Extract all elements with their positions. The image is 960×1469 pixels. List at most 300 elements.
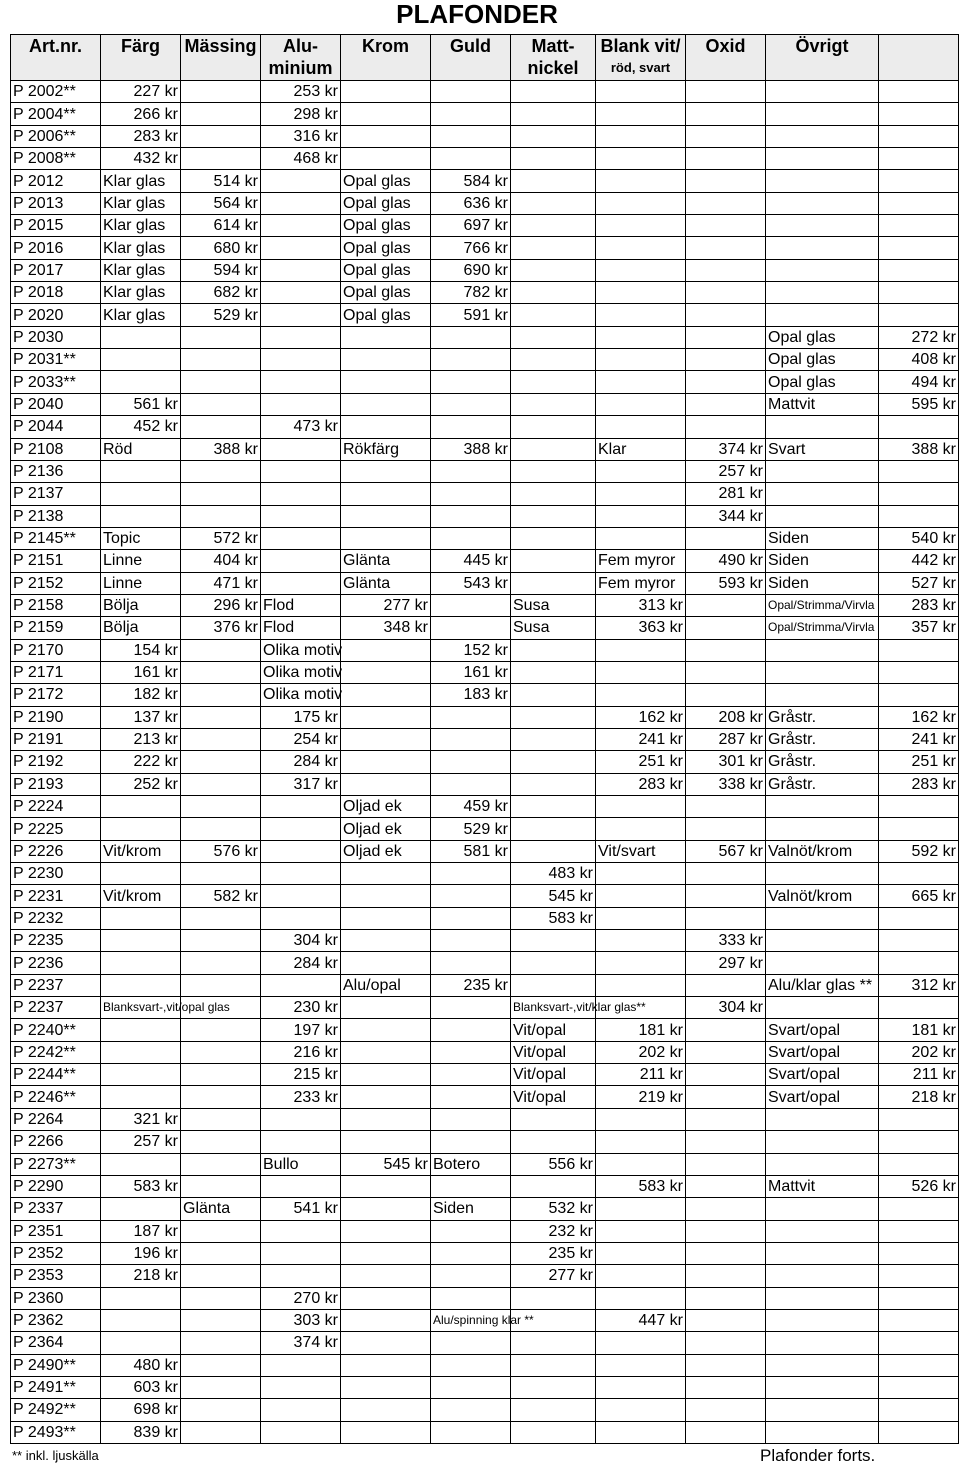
table-row [11, 684, 959, 706]
table-cell: 298 kr [261, 103, 341, 125]
article-number-cell: P 2242** [11, 1041, 101, 1063]
table-cell: Vit/opal [511, 1086, 596, 1108]
table-cell [341, 773, 431, 795]
table-cell [686, 1399, 766, 1421]
table-cell [686, 1108, 766, 1130]
article-number-cell: P 2002** [11, 81, 101, 103]
table-cell [431, 1242, 511, 1264]
table-cell [511, 81, 596, 103]
table-cell: 584 kr [431, 170, 511, 192]
table-cell: 182 kr [101, 684, 181, 706]
article-number-cell: P 2015 [11, 215, 101, 237]
table-cell: Opal glas [341, 170, 431, 192]
table-cell: 408 kr [879, 349, 959, 371]
article-number-cell: P 2151 [11, 550, 101, 572]
table-row [11, 1220, 959, 1242]
table-cell: 494 kr [879, 371, 959, 393]
table-cell [879, 1421, 959, 1443]
table-cell [686, 393, 766, 415]
table-cell: Fem myror [596, 550, 686, 572]
table-cell [766, 1131, 879, 1153]
table-cell [511, 751, 596, 773]
table-cell [596, 483, 686, 505]
table-cell: 161 kr [431, 661, 511, 683]
table-row [11, 1108, 959, 1130]
article-number-cell: P 2192 [11, 751, 101, 773]
table-cell [686, 304, 766, 326]
table-cell [261, 1242, 341, 1264]
table-cell [686, 594, 766, 616]
article-number-cell: P 2360 [11, 1287, 101, 1309]
table-row [11, 505, 959, 527]
table-cell [596, 393, 686, 415]
table-row [11, 237, 959, 259]
table-cell [879, 661, 959, 683]
table-cell [431, 863, 511, 885]
article-number-cell: P 2236 [11, 952, 101, 974]
table-row [11, 1399, 959, 1421]
table-cell [341, 952, 431, 974]
table-cell: 283 kr [879, 594, 959, 616]
table-cell [766, 1332, 879, 1354]
table-cell: 235 kr [431, 974, 511, 996]
table-cell [101, 818, 181, 840]
table-cell [879, 1354, 959, 1376]
column-header [341, 35, 431, 81]
table-cell [879, 997, 959, 1019]
table-cell [879, 1131, 959, 1153]
table-cell [596, 907, 686, 929]
table-cell: 215 kr [261, 1064, 341, 1086]
table-cell: Vit/krom [101, 840, 181, 862]
table-cell [596, 460, 686, 482]
article-number-cell: P 2138 [11, 505, 101, 527]
table-cell [511, 796, 596, 818]
table-cell [181, 1108, 261, 1130]
table-cell [511, 460, 596, 482]
table-cell [341, 1376, 431, 1398]
table-cell: Susa [511, 594, 596, 616]
price-table [10, 34, 959, 1444]
table-cell: 348 kr [341, 617, 431, 639]
table-cell [596, 639, 686, 661]
article-number-cell: P 2020 [11, 304, 101, 326]
column-header [261, 35, 341, 81]
table-row [11, 840, 959, 862]
table-cell [431, 148, 511, 170]
article-number-cell: P 2290 [11, 1175, 101, 1197]
table-row [11, 706, 959, 728]
table-cell: 572 kr [181, 527, 261, 549]
article-number-cell: P 2004** [11, 103, 101, 125]
table-cell [511, 773, 596, 795]
table-cell: 529 kr [431, 818, 511, 840]
table-cell [431, 1265, 511, 1287]
article-number-cell: P 2136 [11, 460, 101, 482]
table-cell [686, 103, 766, 125]
table-cell [431, 416, 511, 438]
table-cell [261, 237, 341, 259]
table-cell [511, 170, 596, 192]
table-cell [766, 237, 879, 259]
table-cell: 595 kr [879, 393, 959, 415]
table-cell [596, 148, 686, 170]
table-cell [181, 103, 261, 125]
table-cell [879, 1332, 959, 1354]
table-cell [431, 885, 511, 907]
table-cell: 363 kr [596, 617, 686, 639]
table-cell [431, 527, 511, 549]
table-cell: Vit/opal [511, 1019, 596, 1041]
table-cell [766, 1376, 879, 1398]
table-cell [431, 125, 511, 147]
table-cell [511, 1376, 596, 1398]
article-number-cell: P 2353 [11, 1265, 101, 1287]
table-cell [261, 371, 341, 393]
table-cell [766, 304, 879, 326]
column-header [511, 35, 596, 81]
table-cell [511, 438, 596, 460]
table-cell [511, 930, 596, 952]
table-cell: 235 kr [511, 1242, 596, 1264]
table-cell: 277 kr [511, 1265, 596, 1287]
table-cell [686, 863, 766, 885]
table-cell [341, 1354, 431, 1376]
table-cell: 283 kr [101, 125, 181, 147]
table-cell: Gråstr. [766, 706, 879, 728]
table-cell [341, 1064, 431, 1086]
table-cell [181, 371, 261, 393]
table-cell [766, 997, 879, 1019]
table-cell: 690 kr [431, 259, 511, 281]
table-cell [766, 1220, 879, 1242]
table-cell [596, 170, 686, 192]
table-cell: Opal glas [341, 192, 431, 214]
table-cell [766, 1309, 879, 1331]
table-cell: Topic [101, 527, 181, 549]
table-cell [511, 125, 596, 147]
table-row [11, 1019, 959, 1041]
table-cell [261, 1175, 341, 1197]
table-row [11, 170, 959, 192]
table-cell [879, 259, 959, 281]
article-number-cell: P 2016 [11, 237, 101, 259]
table-cell [596, 505, 686, 527]
table-cell [431, 1086, 511, 1108]
table-row [11, 371, 959, 393]
table-cell: Klar glas [101, 170, 181, 192]
table-cell [261, 1265, 341, 1287]
table-cell [511, 416, 596, 438]
table-cell: 532 kr [511, 1198, 596, 1220]
table-cell [341, 416, 431, 438]
table-cell [101, 907, 181, 929]
table-cell: 321 kr [101, 1108, 181, 1130]
table-cell [596, 974, 686, 996]
table-cell [686, 907, 766, 929]
table-cell: Rökfärg [341, 438, 431, 460]
table-cell [431, 1220, 511, 1242]
table-cell [766, 1153, 879, 1175]
column-header-label: Oxid [705, 36, 746, 56]
table-cell [766, 639, 879, 661]
table-cell: 197 kr [261, 1019, 341, 1041]
table-cell [101, 1198, 181, 1220]
table-cell [596, 1108, 686, 1130]
table-cell [879, 170, 959, 192]
table-cell: 218 kr [101, 1265, 181, 1287]
table-row [11, 81, 959, 103]
table-cell [261, 840, 341, 862]
table-cell [511, 1131, 596, 1153]
table-row [11, 818, 959, 840]
table-cell [686, 617, 766, 639]
table-cell [686, 237, 766, 259]
table-cell: 251 kr [596, 751, 686, 773]
table-cell: Oljad ek [341, 818, 431, 840]
table-cell [101, 349, 181, 371]
table-row [11, 1309, 959, 1331]
table-cell [766, 103, 879, 125]
column-header [11, 35, 101, 81]
table-cell [686, 796, 766, 818]
table-cell: 317 kr [261, 773, 341, 795]
table-cell [686, 192, 766, 214]
table-cell: Opal/Strimma/Virvla [766, 617, 879, 639]
article-number-cell: P 2030 [11, 326, 101, 348]
table-cell [596, 371, 686, 393]
table-cell [511, 639, 596, 661]
table-cell [596, 1242, 686, 1264]
table-cell [766, 952, 879, 974]
table-row [11, 460, 959, 482]
table-row [11, 796, 959, 818]
table-cell: 257 kr [101, 1131, 181, 1153]
table-cell [341, 728, 431, 750]
table-cell: 582 kr [181, 885, 261, 907]
table-cell [431, 706, 511, 728]
table-row [11, 1153, 959, 1175]
table-cell [596, 192, 686, 214]
table-cell: 232 kr [511, 1220, 596, 1242]
table-cell: 636 kr [431, 192, 511, 214]
table-cell [341, 706, 431, 728]
header-row [11, 35, 959, 81]
table-cell [101, 483, 181, 505]
table-cell [341, 1041, 431, 1063]
article-number-cell: P 2224 [11, 796, 101, 818]
table-cell: 266 kr [101, 103, 181, 125]
table-cell: 374 kr [261, 1332, 341, 1354]
table-cell [596, 885, 686, 907]
table-cell [511, 483, 596, 505]
table-cell: Olika motiv [261, 661, 341, 683]
table-cell [766, 1108, 879, 1130]
table-cell: 162 kr [596, 706, 686, 728]
table-cell [879, 505, 959, 527]
column-header [686, 35, 766, 81]
table-row [11, 416, 959, 438]
column-header-label: Guld [450, 36, 491, 56]
table-cell [766, 192, 879, 214]
table-cell [879, 192, 959, 214]
table-cell [101, 1287, 181, 1309]
table-cell [181, 483, 261, 505]
table-cell: 313 kr [596, 594, 686, 616]
table-cell [596, 863, 686, 885]
table-cell: 388 kr [431, 438, 511, 460]
table-cell [879, 907, 959, 929]
table-cell [181, 1019, 261, 1041]
table-cell [341, 483, 431, 505]
table-cell: Olika motiv [261, 639, 341, 661]
article-number-cell: P 2012 [11, 170, 101, 192]
table-cell: Opal/Strimma/Virvla [766, 594, 879, 616]
table-cell [596, 304, 686, 326]
table-cell [181, 81, 261, 103]
table-cell [686, 974, 766, 996]
table-cell [879, 796, 959, 818]
table-cell [596, 237, 686, 259]
table-cell: 303 kr [261, 1309, 341, 1331]
table-cell [341, 1108, 431, 1130]
table-cell [879, 282, 959, 304]
table-cell: 297 kr [686, 952, 766, 974]
table-cell [686, 416, 766, 438]
table-cell [431, 1175, 511, 1197]
table-cell: 270 kr [261, 1287, 341, 1309]
table-cell: Opal glas [766, 349, 879, 371]
table-cell [879, 103, 959, 125]
table-cell: 432 kr [101, 148, 181, 170]
table-row [11, 326, 959, 348]
table-cell [766, 1421, 879, 1443]
table-cell: 583 kr [596, 1175, 686, 1197]
table-cell: 312 kr [879, 974, 959, 996]
table-cell [686, 326, 766, 348]
table-cell: Linne [101, 572, 181, 594]
article-number-cell: P 2490** [11, 1354, 101, 1376]
table-cell: 581 kr [431, 840, 511, 862]
table-cell: Bölja [101, 617, 181, 639]
table-cell [101, 326, 181, 348]
table-cell [511, 840, 596, 862]
table-cell [511, 393, 596, 415]
table-cell [181, 416, 261, 438]
table-cell: Glänta [181, 1198, 261, 1220]
table-cell: 344 kr [686, 505, 766, 527]
article-number-cell: P 2231 [11, 885, 101, 907]
table-cell [511, 684, 596, 706]
table-cell [341, 1242, 431, 1264]
article-number-cell: P 2237 [11, 974, 101, 996]
article-number-cell: P 2225 [11, 818, 101, 840]
table-cell [686, 81, 766, 103]
table-cell [596, 527, 686, 549]
table-cell [686, 349, 766, 371]
table-cell [766, 1399, 879, 1421]
table-cell [879, 81, 959, 103]
table-cell [766, 259, 879, 281]
table-cell: 404 kr [181, 550, 261, 572]
table-cell: Opal glas [341, 215, 431, 237]
table-cell: 591 kr [431, 304, 511, 326]
table-cell [261, 304, 341, 326]
table-cell [879, 125, 959, 147]
table-cell [686, 259, 766, 281]
table-cell: 254 kr [261, 728, 341, 750]
article-number-cell: P 2493** [11, 1421, 101, 1443]
table-cell: 603 kr [101, 1376, 181, 1398]
table-cell [879, 1108, 959, 1130]
table-cell: 304 kr [686, 997, 766, 1019]
column-header [766, 35, 879, 81]
table-cell [686, 1086, 766, 1108]
table-cell: 213 kr [101, 728, 181, 750]
table-cell [341, 103, 431, 125]
table-cell [261, 1399, 341, 1421]
table-cell: Susa [511, 617, 596, 639]
table-cell [261, 796, 341, 818]
table-cell [686, 148, 766, 170]
column-header-label: Alu- [283, 36, 318, 56]
table-cell [261, 460, 341, 482]
table-cell [766, 684, 879, 706]
table-cell: Alu/opal [341, 974, 431, 996]
table-cell [181, 818, 261, 840]
article-number-cell: P 2226 [11, 840, 101, 862]
table-cell [261, 974, 341, 996]
table-cell [879, 460, 959, 482]
table-cell: 698 kr [101, 1399, 181, 1421]
table-cell [431, 326, 511, 348]
table-cell [686, 639, 766, 661]
table-cell [181, 974, 261, 996]
table-row [11, 483, 959, 505]
table-cell [879, 930, 959, 952]
column-header-label: Art.nr. [28, 36, 82, 56]
table-cell [596, 930, 686, 952]
table-cell: 219 kr [596, 1086, 686, 1108]
table-cell [686, 1220, 766, 1242]
table-cell: 545 kr [341, 1153, 431, 1175]
table-cell: Svart [766, 438, 879, 460]
table-cell [511, 259, 596, 281]
table-cell: Oljad ek [341, 840, 431, 862]
table-row [11, 930, 959, 952]
table-cell: 594 kr [181, 259, 261, 281]
table-body [11, 81, 959, 1444]
table-row [11, 282, 959, 304]
table-cell: Valnöt/krom [766, 885, 879, 907]
table-cell: 473 kr [261, 416, 341, 438]
table-cell: 284 kr [261, 952, 341, 974]
column-header [431, 35, 511, 81]
continued-note: Plafonder forts. [760, 1446, 876, 1465]
table-cell [511, 974, 596, 996]
table-cell [511, 952, 596, 974]
table-cell [511, 1108, 596, 1130]
table-cell [511, 505, 596, 527]
table-cell: 227 kr [101, 81, 181, 103]
table-cell: 175 kr [261, 706, 341, 728]
table-cell [181, 1376, 261, 1398]
table-cell [261, 863, 341, 885]
column-header [596, 35, 686, 81]
table-cell [431, 349, 511, 371]
table-cell [431, 371, 511, 393]
table-cell [766, 1354, 879, 1376]
